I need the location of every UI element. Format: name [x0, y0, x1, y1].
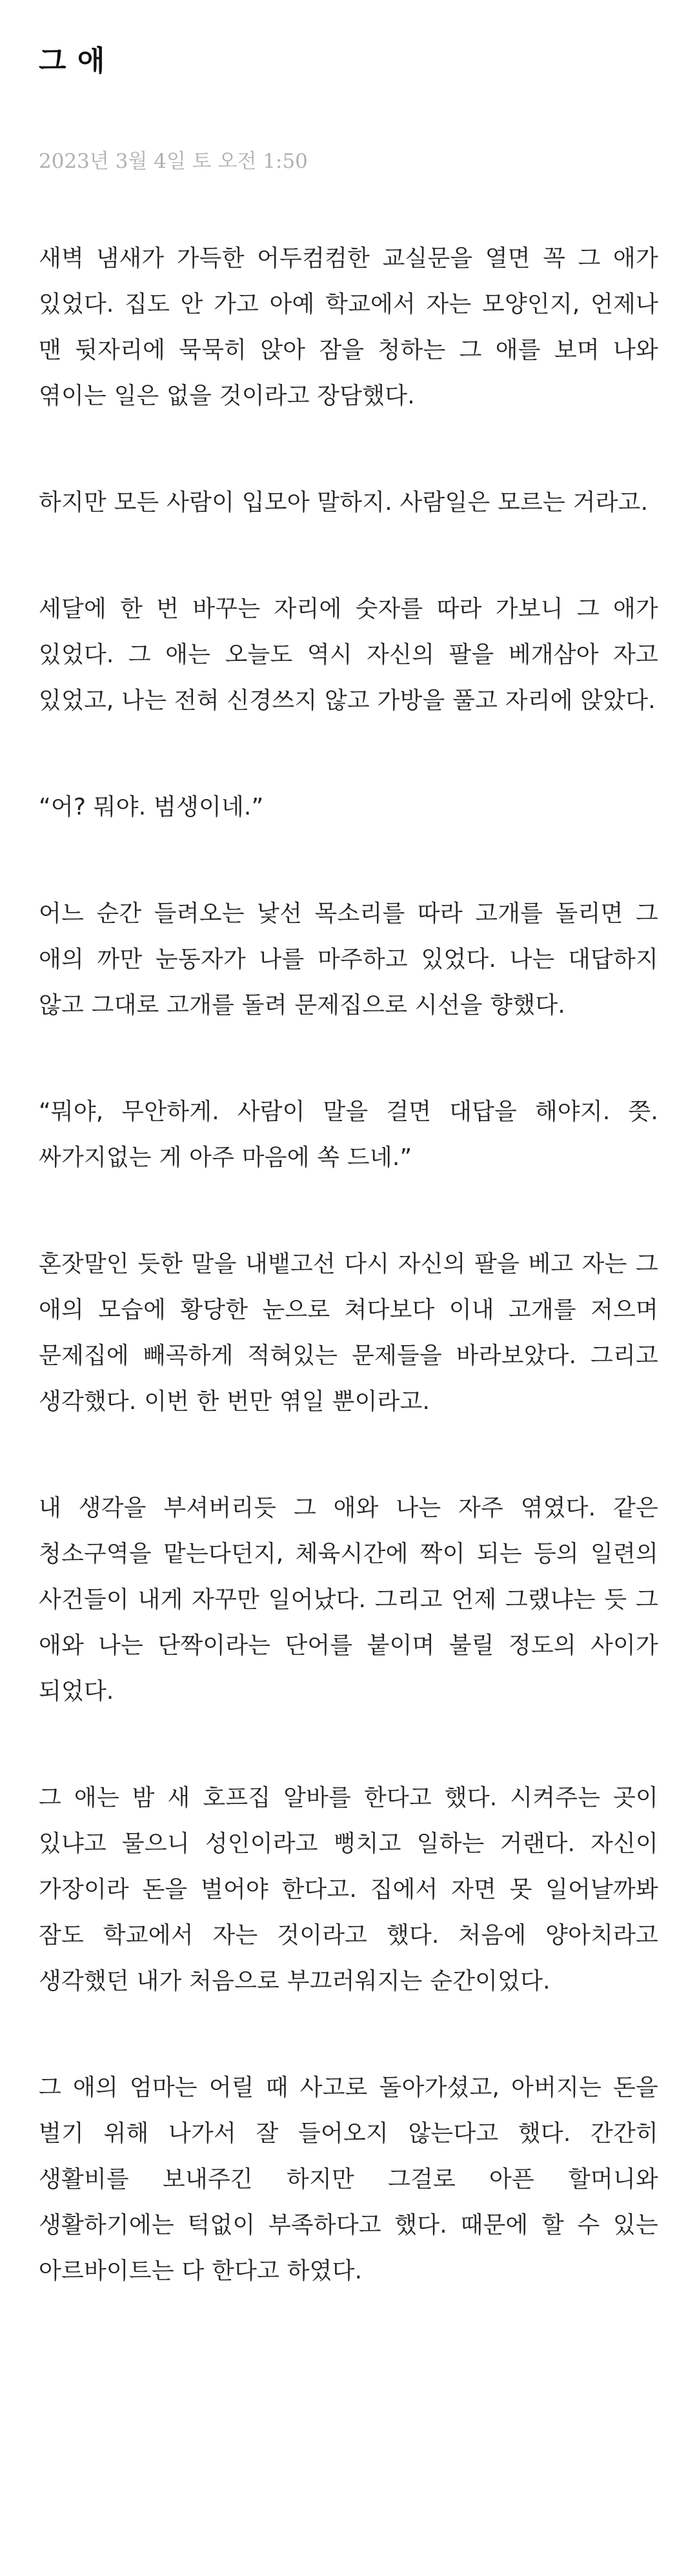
paragraph-2: 하지만 모든 사람이 입모아 말하지. 사람일은 모르는 거라고. [39, 489, 649, 516]
paragraph-5: 어느 순간 들려오는 낯선 목소리를 따라 고개를 돌리면 그 애의 까만 눈동자가 나를 마주하고 있었다. 나는 대답하지 않고 그대로 고개를 돌려 문제집으로 시선을 향했다. [39, 900, 658, 1019]
paragraph-1: 새벽 냄새가 가득한 어두컴컴한 교실문을 열면 꼭 그 애가 있었다. 집도 안 가고 아예 학교에서 자는 모양인지, 언제나 맨 뒷자리에 묵묵히 앉아 잠을 청하는 그 애를 보며 나와 엮이는 일은 없을 것이라고 장담했다. [39, 245, 658, 409]
paragraph-8: 내 생각을 부셔버리듯 그 애와 나는 자주 엮였다. 같은 청소구역을 맡는다던지, 체육시간에 짝이 되는 등의 일련의 사건들이 내게 자꾸만 일어났다. 그리고 언제 그랬냐는 듯 그 애와 나는 단짝이라는 단어를 붙이며 불릴 정도의 사이가 되었다. [39, 1495, 658, 1705]
paragraph-6: “뭐야, 무안하게. 사람이 말을 걸면 대답을 해야지. 쯧. 싸가지없는 게 아주 마음에 쏙 드네.” [39, 1099, 658, 1171]
paragraph-4: “어? 뭐야. 범생이네.” [39, 794, 264, 820]
paragraph-3: 세달에 한 번 바꾸는 자리에 숫자를 따라 가보니 그 애가 있었다. 그 애는 오늘도 역시 자신의 팔을 베개삼아 자고 있었고, 나는 전혀 신경쓰지 않고 가방을 풀고 자리에 앉았다. [39, 596, 658, 714]
post-body [39, 236, 658, 2355]
post-title: 그 애 [39, 45, 106, 77]
paragraph-10: 그 애의 엄마는 어릴 때 사고로 돌아가셨고, 아버지는 돈을 벌기 위해 나가서 잘 들어오지 않는다고 했다. 간간히 생활비를 보내주긴 하지만 그걸로 아픈 할머니와 생활하기에는 턱없이 부족하다고 했다. 때문에 할 수 있는 아르바이트는 다 한다고 하였다. [39, 2074, 658, 2284]
paragraph-9: 그 애는 밤 새 호프집 알바를 한다고 했다. 시켜주는 곳이 있냐고 물으니 성인이라고 뻥치고 일하는 거랜다. 자신이 가장이라 돈을 벌어야 한다고. 집에서 자면 못 일어날까봐 잠도 학교에서 자는 것이라고 했다. 처음에 양아치라고 생각했던 내가 처음으로 부끄러워지는 순간이었다. [39, 1785, 658, 1994]
paragraph-7: 혼잣말인 듯한 말을 내뱉고선 다시 자신의 팔을 베고 자는 그 애의 모습에 황당한 눈으로 쳐다보다 이내 고개를 저으며 문제집에 빼곡하게 적혀있는 문제들을 바라보았다. 그리고 생각했다. 이번 한 번만 엮일 뿐이라고. [39, 1251, 658, 1415]
post-date: 2023년 3월 4일 토 오전 1:50 [39, 150, 308, 173]
